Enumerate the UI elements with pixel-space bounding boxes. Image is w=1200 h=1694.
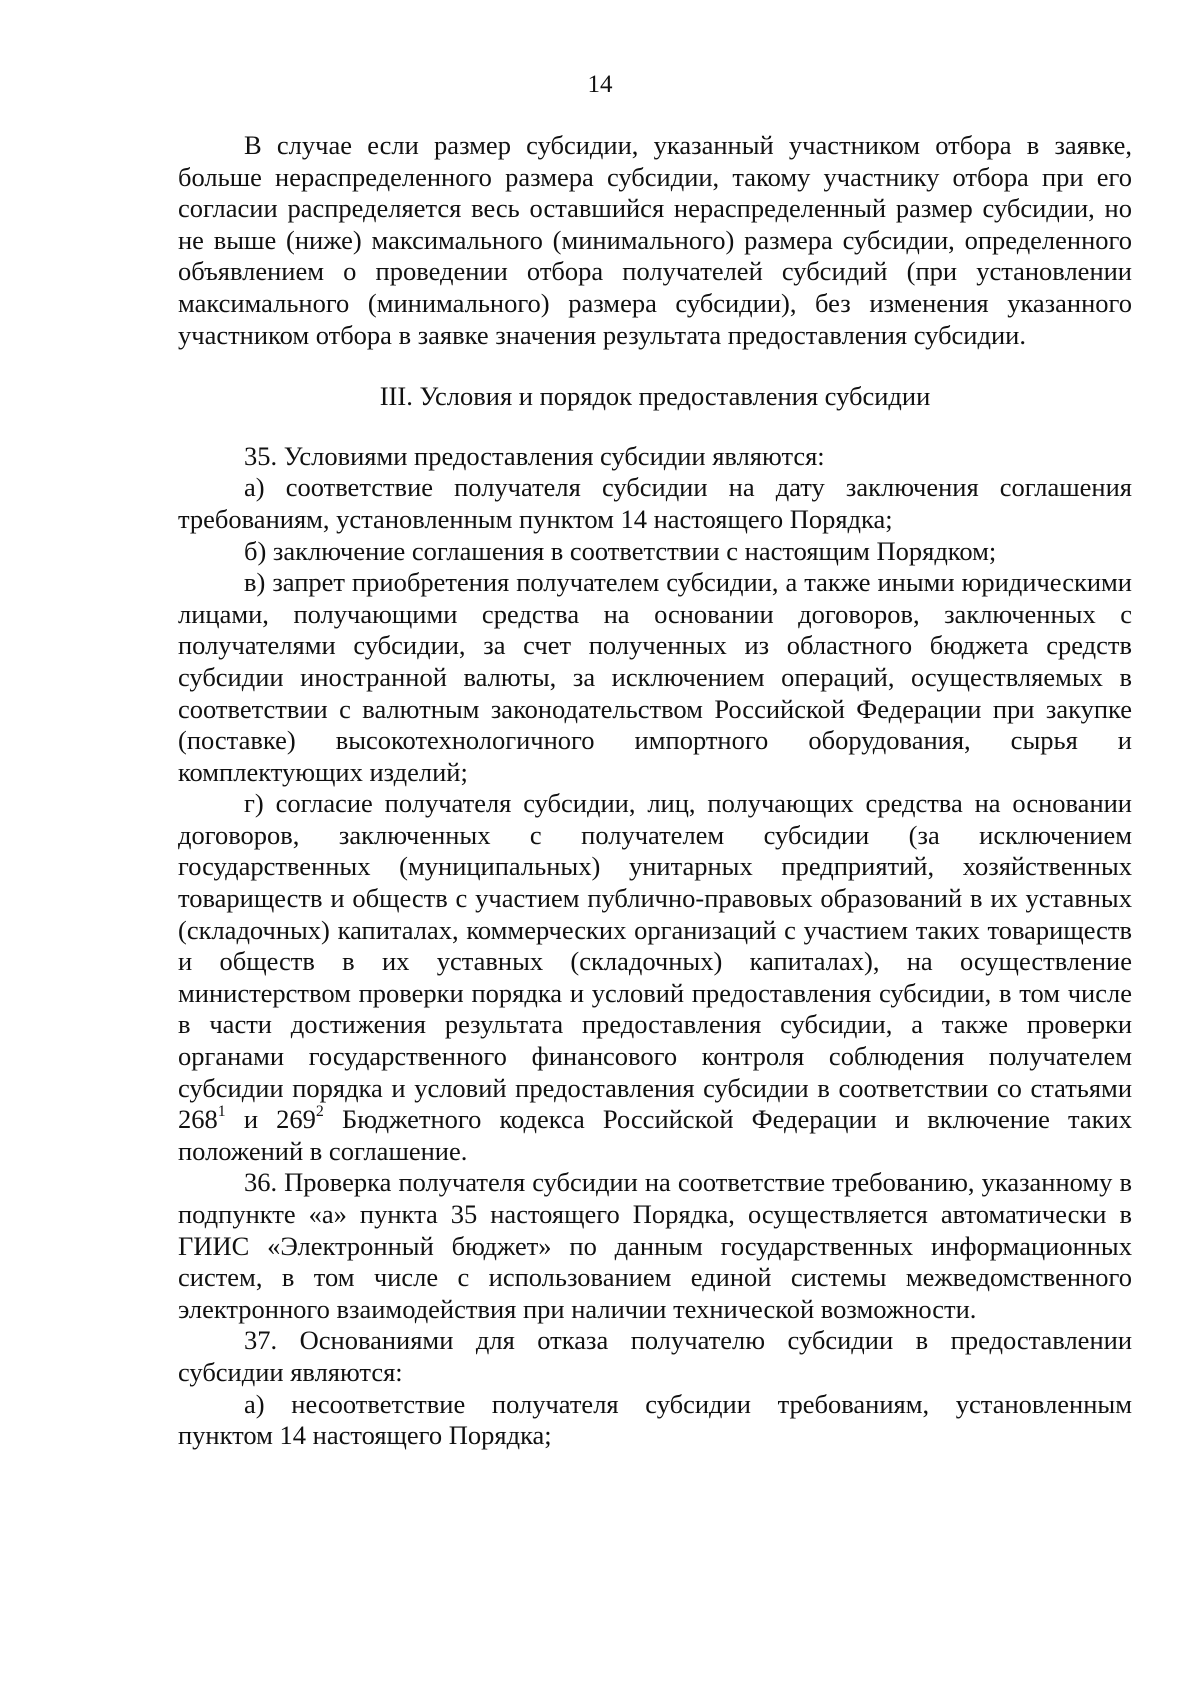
paragraph-intro: В случае если размер субсидии, указанный участником отбора в заявке, больше нераспределенного размера субсидии, такому участнику отбора при его согласии распределяется весь оставшийся нераспределенный размер субсидии, но не выше (ниже) максимального (минимального) размера субсидии, определенного объявлением о проведении отбора получателей субсидий (при установлении максимального (минимального) размера субсидии), без изменения указанного участником отбора в заявке значения результата предоставления субсидии. xyxy=(178,130,1132,350)
superscript-2: 2 xyxy=(315,1103,324,1121)
item-37-lead: 37. Основаниями для отказа получателю субсидии в предоставлении субсидии являются: xyxy=(178,1325,1132,1387)
item-35-g-text-3: Бюджетного кодекса Российской Федерации и включение таких положений в соглашение. xyxy=(178,1104,1132,1166)
item-35-v: в) запрет приобретения получателем субсидии, а также иными юридическими лицами, получающими средства на основании договоров, заключенных с получателями субсидии, за счет полученных из областного бюджета средств субсидии иностранной валюты, за исключением операций, осуществляемых в соответствии с валютным законодательством Российской Федерации при закупке (поставке) высокотехнологичного импортного оборудования, сырья и комплектующих изделий; xyxy=(178,567,1132,787)
page-number: 14 xyxy=(587,71,613,98)
item-35-g xyxy=(178,788,1132,1167)
item-35-g-text-2: и 269 xyxy=(225,1104,316,1135)
item-36: 36. Проверка получателя субсидии на соответствие требованию, указанному в подпункте «а» пункта 35 настоящего Порядка, осуществляется автоматически в ГИИС «Электронный бюджет» по данным государственных информационных систем, в том числе с использованием единой системы межведомственного электронного взаимодействия при наличии технической возможности. xyxy=(178,1167,1132,1324)
item-35-b: б) заключение соглашения в соответствии с настоящим Порядком; xyxy=(244,535,997,566)
item-35-g-text-1: г) согласие получателя субсидии, лиц, получающих средства на основании договоров, заключенных с получателем субсидии (за исключением государственных (муниципальных) унитарных предприятий, хозяйственных товариществ и обществ с участием публично-правовых образований в их уставных (складочных) капиталах, коммерческих организаций с участием таких товариществ и обществ в их уставных (складочных) капиталах), на осуществление министерством проверки порядка и условий предоставления субсидии, в том числе в части достижения результата предоставления субсидии, а также проверки органами государственного финансового контроля соблюдения получателем субсидии порядка и условий предоставления субсидии в соответствии со статьями 268 xyxy=(178,788,1132,1135)
document-body xyxy=(178,130,1132,1452)
item-35-a: а) соответствие получателя субсидии на дату заключения соглашения требованиям, установленным пунктом 14 настоящего Порядка; xyxy=(178,472,1132,534)
superscript-1: 1 xyxy=(217,1103,226,1121)
item-37-a: а) несоответствие получателя субсидии требованиям, установленным пунктом 14 настоящего Порядка; xyxy=(178,1388,1132,1451)
item-35-lead: 35. Условиями предоставления субсидии являются: xyxy=(244,440,825,471)
section-heading: III. Условия и порядок предоставления субсидии xyxy=(379,381,931,412)
